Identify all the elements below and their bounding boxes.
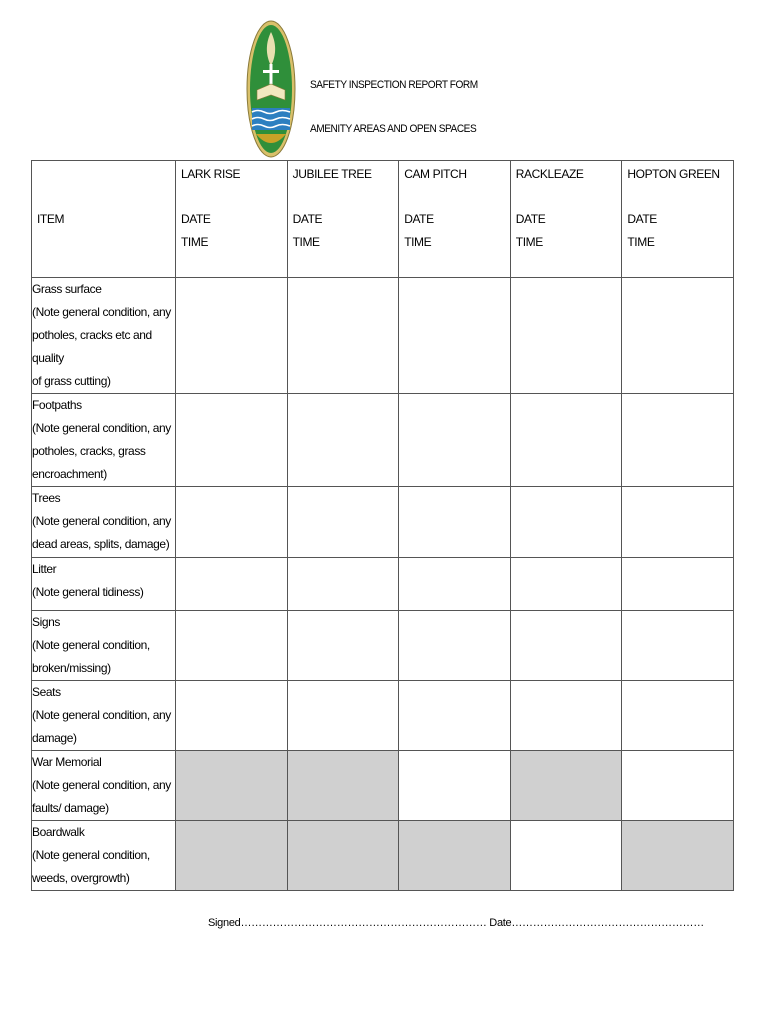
not-applicable-cell (287, 751, 399, 821)
location-name: JUBILEE TREE (292, 167, 372, 181)
item-line: Signs (32, 615, 61, 629)
inspection-cell[interactable] (510, 487, 622, 558)
inspection-cell[interactable] (510, 278, 622, 394)
item-description (32, 394, 176, 487)
item-line: weeds, overgrowth) (32, 871, 130, 885)
item-line: broken/missing) (32, 661, 111, 675)
table-row (32, 821, 734, 891)
parish-crest-icon (246, 20, 296, 158)
table-row (32, 558, 734, 611)
table-row (32, 394, 734, 487)
item-header: ITEM (32, 161, 176, 278)
item-line: (Note general condition, any (32, 421, 171, 435)
form-subtitle: AMENITY AREAS AND OPEN SPACES (310, 123, 477, 135)
item-line: potholes, cracks, grass (32, 444, 146, 458)
location-header (287, 161, 399, 278)
time-label: TIME (404, 235, 432, 249)
inspection-cell[interactable] (510, 611, 622, 681)
not-applicable-cell (287, 821, 399, 891)
inspection-cell[interactable] (399, 611, 511, 681)
time-label: TIME (292, 235, 320, 249)
table-row (32, 681, 734, 751)
date-label: DATE (515, 212, 546, 226)
item-line: War Memorial (32, 755, 102, 769)
inspection-cell[interactable] (622, 487, 734, 558)
inspection-cell[interactable] (622, 394, 734, 487)
location-header (622, 161, 734, 278)
inspection-cell[interactable] (622, 611, 734, 681)
item-line: Footpaths (32, 398, 82, 412)
not-applicable-cell (399, 821, 511, 891)
item-line: (Note general condition, any (32, 778, 171, 792)
item-line: Trees (32, 491, 61, 505)
location-header (510, 161, 622, 278)
item-line: (Note general tidiness) (32, 585, 144, 599)
inspection-cell[interactable] (510, 394, 622, 487)
inspection-cell[interactable] (622, 558, 734, 611)
date-label: DATE (292, 212, 323, 226)
signature-line: Signed…………………………………………………………… Date……………………………………………… (208, 917, 704, 929)
item-line: damage) (32, 731, 77, 745)
inspection-cell[interactable] (622, 278, 734, 394)
inspection-cell[interactable] (287, 278, 399, 394)
location-name: LARK RISE (181, 167, 241, 181)
item-line: Boardwalk (32, 825, 85, 839)
item-description (32, 487, 176, 558)
item-description (32, 681, 176, 751)
item-line: dead areas, splits, damage) (32, 537, 170, 551)
inspection-cell[interactable] (287, 487, 399, 558)
item-line: potholes, cracks etc and quality (32, 328, 152, 365)
location-header (176, 161, 288, 278)
item-description (32, 278, 176, 394)
inspection-cell[interactable] (176, 278, 288, 394)
header-row (32, 161, 734, 278)
table-row (32, 751, 734, 821)
date-label: DATE (627, 212, 657, 226)
inspection-cell[interactable] (287, 394, 399, 487)
form-title: SAFETY INSPECTION REPORT FORM (310, 79, 478, 91)
item-line: Seats (32, 685, 61, 699)
location-header (399, 161, 511, 278)
not-applicable-cell (510, 751, 622, 821)
inspection-cell[interactable] (399, 681, 511, 751)
item-description (32, 558, 176, 611)
item-line: Litter (32, 562, 57, 576)
table-row (32, 487, 734, 558)
item-line: (Note general condition, any (32, 514, 171, 528)
not-applicable-cell (622, 821, 734, 891)
location-name: RACKLEAZE (515, 167, 584, 181)
inspection-cell[interactable] (287, 611, 399, 681)
inspection-cell[interactable] (176, 558, 288, 611)
time-label: TIME (181, 235, 209, 249)
inspection-cell[interactable] (399, 751, 511, 821)
item-line: (Note general condition, (32, 848, 150, 862)
item-description (32, 751, 176, 821)
inspection-cell[interactable] (399, 394, 511, 487)
item-line: (Note general condition, any (32, 305, 171, 319)
inspection-cell[interactable] (287, 681, 399, 751)
table-row (32, 611, 734, 681)
inspection-cell[interactable] (176, 487, 288, 558)
inspection-cell[interactable] (510, 681, 622, 751)
inspection-cell[interactable] (287, 558, 399, 611)
inspection-cell[interactable] (622, 751, 734, 821)
location-name: HOPTON GREEN (627, 167, 720, 181)
not-applicable-cell (176, 751, 288, 821)
item-line: faults/ damage) (32, 801, 109, 815)
item-line: encroachment) (32, 467, 107, 481)
inspection-cell[interactable] (176, 611, 288, 681)
item-line: (Note general condition, any (32, 708, 171, 722)
item-description (32, 821, 176, 891)
inspection-cell[interactable] (399, 558, 511, 611)
item-line: (Note general condition, (32, 638, 150, 652)
not-applicable-cell (176, 821, 288, 891)
date-label: DATE (181, 212, 211, 226)
location-name: CAM PITCH (404, 167, 467, 181)
inspection-cell[interactable] (176, 394, 288, 487)
item-line: Grass surface (32, 282, 102, 296)
item-description (32, 611, 176, 681)
inspection-table (31, 160, 734, 891)
inspection-cell[interactable] (510, 821, 622, 891)
inspection-cell[interactable] (176, 681, 288, 751)
inspection-cell[interactable] (622, 681, 734, 751)
inspection-cell[interactable] (399, 278, 511, 394)
table-row (32, 278, 734, 394)
date-label: DATE (404, 212, 434, 226)
inspection-cell[interactable] (510, 558, 622, 611)
inspection-cell[interactable] (399, 487, 511, 558)
item-line: of grass cutting) (32, 374, 111, 388)
time-label: TIME (627, 235, 655, 249)
time-label: TIME (515, 235, 543, 249)
